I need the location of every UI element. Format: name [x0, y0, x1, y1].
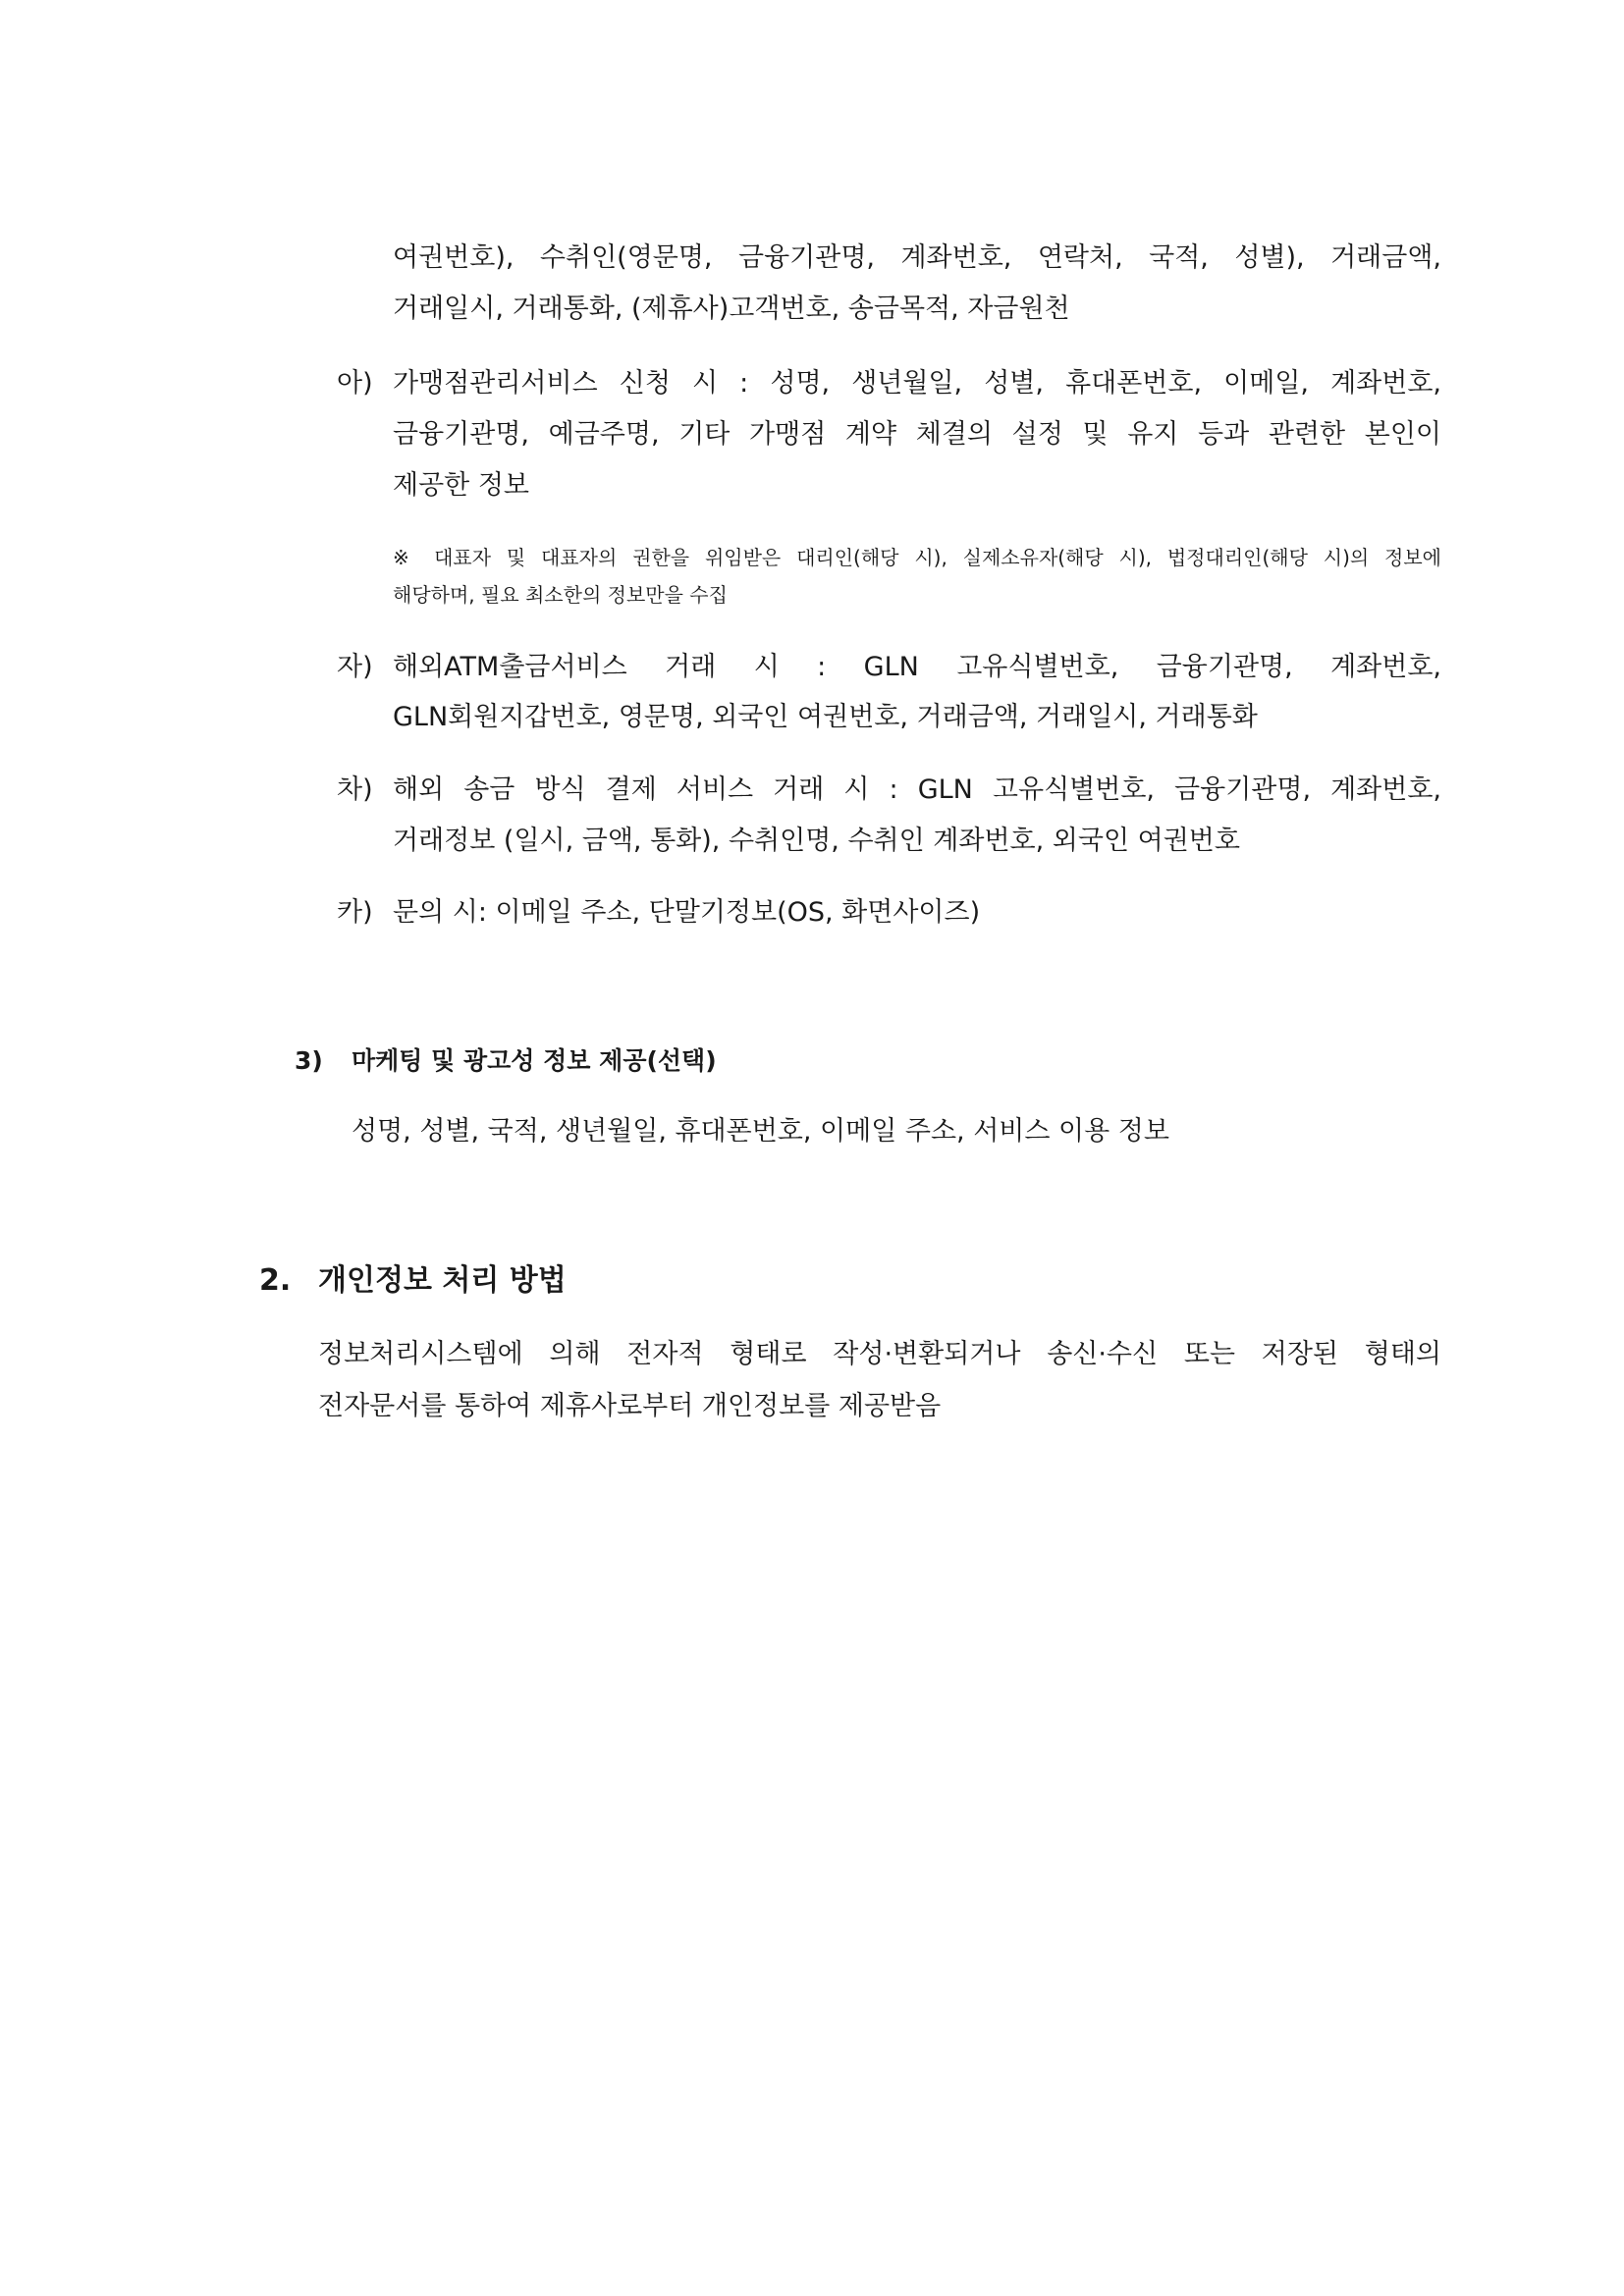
section-2-line-2: 전자문서를 통하여 제휴사로부터 개인정보를 제공받음 — [318, 1391, 942, 1421]
continuation-line-2: 거래일시, 거래통화, (제휴사)고객번호, 송금목적, 자금원천 — [393, 294, 1070, 324]
item-a-line-3: 제공한 정보 — [393, 470, 529, 501]
item-a-line-2: 금융기관명, 예금주명, 기타 가맹점 계약 체결의 설정 및 유지 등과 관련한 본인이 — [393, 419, 1441, 450]
item-ja-line-2: GLN회원지갑번호, 영문명, 외국인 여권번호, 거래금액, 거래일시, 거래통화 — [393, 702, 1258, 732]
item-cha-line-2: 거래정보 (일시, 금액, 통화), 수취인명, 수취인 계좌번호, 외국인 여권번호 — [393, 826, 1240, 856]
list-marker-a: 아) — [337, 368, 373, 399]
marketing-body: 성명, 성별, 국적, 생년월일, 휴대폰번호, 이메일 주소, 서비스 이용 정보 — [352, 1116, 1169, 1147]
item-a-line-1: 가맹점관리서비스 신청 시 : 성명, 생년월일, 성별, 휴대폰번호, 이메일, 계좌번호, — [393, 368, 1441, 399]
section-2-title: 개인정보 처리 방법 — [318, 1263, 567, 1298]
section-2-number: 2. — [259, 1263, 292, 1298]
note-line-2: 해당하며, 필요 최소한의 정보만을 수집 — [393, 583, 728, 607]
list-marker-ja: 자) — [337, 652, 373, 682]
item-ja-line-1: 해외ATM출금서비스 거래 시 : GLN 고유식별번호, 금융기관명, 계좌번호, — [393, 652, 1441, 682]
section-2-line-1: 정보처리시스템에 의해 전자적 형태로 작성·변환되거나 송신·수신 또는 저장된 형태의 — [318, 1339, 1441, 1369]
marketing-number: 3) — [295, 1046, 323, 1075]
continuation-line-1: 여권번호), 수취인(영문명, 금융기관명, 계좌번호, 연락처, 국적, 성별), 거래금액, — [393, 242, 1441, 273]
note-line-1: ※ 대표자 및 대표자의 권한을 위임받은 대리인(해당 시), 실제소유자(해당 시), 법정대리인(해당 시)의 정보에 — [393, 546, 1441, 569]
item-ka-line-1: 문의 시: 이메일 주소, 단말기정보(OS, 화면사이즈) — [393, 897, 981, 928]
marketing-title: 마케팅 및 광고성 정보 제공(선택) — [352, 1046, 717, 1075]
list-marker-ka: 카) — [337, 897, 373, 928]
list-marker-cha: 차) — [337, 774, 373, 805]
item-cha-line-1: 해외 송금 방식 결제 서비스 거래 시 : GLN 고유식별번호, 금융기관명, 계좌번호, — [393, 774, 1441, 805]
